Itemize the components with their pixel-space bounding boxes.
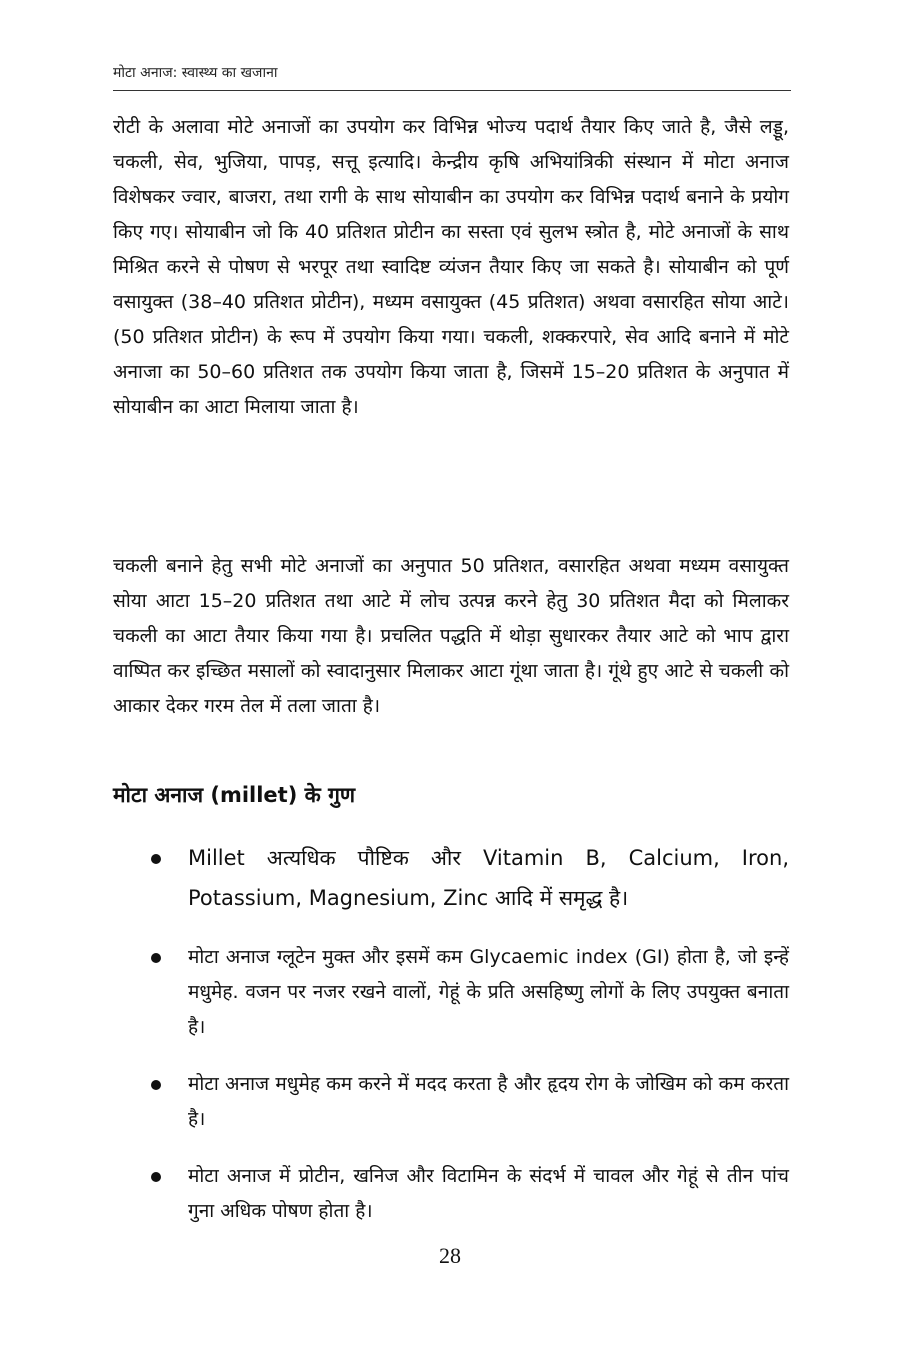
bullet-dot-icon xyxy=(151,854,161,864)
running-header-title: मोटा अनाज: स्वास्थ्य का खजाना xyxy=(113,65,278,81)
bullet-text: Millet अत्यधिक पौष्टिक और Vitamin B, Calcium, Iron, Potassium, Magnesium, Zinc आदि में समृद्ध है। xyxy=(188,846,789,910)
bullet-item xyxy=(145,1067,789,1137)
bullet-text: मोटा अनाज ग्लूटेन मुक्त और इसमें कम Glycaemic index (GI) होता है, जो इन्हें मधुमेह. वजन पर नजर रखने वालों, गेहूं के प्रति असहिष्णु लोगों के लिए उपयुक्त बनाता है। xyxy=(188,946,789,1038)
section-heading: मोटा अनाज (millet) के गुण xyxy=(113,783,356,807)
body-paragraph-1: रोटी के अलावा मोटे अनाजों का उपयोग कर विभिन्न भोज्य पदार्थ तैयार किए जाते है, जैसे लड्डू, चकली, सेव, भुजिया, पापड़, सत्तू इत्यादि। केन्द्रीय कृषि अभियांत्रिकी संस्थान में मोटा अनाज विशेषकर ज्वार, बाजरा, तथा रागी के साथ सोयाबीन का उपयोग कर विभिन्न पदार्थ बनाने के प्रयोग किए गए। सोयाबीन जो कि 40 प्रतिशत प्रोटीन का सस्ता एवं सुलभ स्त्रोत है, मोटे अनाजों के साथ मिश्रित करने से पोषण से भरपूर तथा स्वादिष्ट व्यंजन तैयार किए जा सकते है। सोयाबीन को पूर्ण वसायुक्त (38–40 प्रतिशत प्रोटीन), मध्यम वसायुक्त (45 प्रतिशत) अथवा वसारहित सोया आटे। (50 प्रतिशत प्रोटीन) के रूप में उपयोग किया गया। चकली, शक्करपारे, सेव आदि बनाने में मोटे अनाजा का 50–60 प्रतिशत तक उपयोग किया जाता है, जिसमें 15–20 प्रतिशत के अनुपात में सोयाबीन का आटा मिलाया जाता है। xyxy=(113,116,789,418)
bullet-dot-icon xyxy=(151,1172,161,1182)
bullet-item xyxy=(145,940,789,1045)
bullet-dot-icon xyxy=(151,1080,161,1090)
bullet-item xyxy=(145,1159,789,1229)
bullet-item xyxy=(145,838,789,918)
body-paragraph-2: चकली बनाने हेतु सभी मोटे अनाजों का अनुपात 50 प्रतिशत, वसारहित अथवा मध्यम वसायुक्त सोया आटा 15–20 प्रतिशत तथा आटे में लोच उत्पन्न करने हेतु 30 प्रतिशत मैदा को मिलाकर चकली का आटा तैयार किया गया है। प्रचलित पद्धति में थोड़ा सुधारकर तैयार आटे को भाप द्वारा वाष्पित कर इच्छित मसालों को स्वादानुसार मिलाकर आटा गूंथा जाता है। गूंथे हुए आटे से चकली को आकार देकर गरम तेल में तला जाता है। xyxy=(113,555,789,717)
bullet-dot-icon xyxy=(151,953,161,963)
bullet-text: मोटा अनाज मधुमेह कम करने में मदद करता है और हृदय रोग के जोखिम को कम करता है। xyxy=(188,1073,789,1130)
page-number: 28 xyxy=(439,1243,461,1268)
properties-bullet-list xyxy=(145,838,789,1251)
header-divider xyxy=(113,90,791,91)
bullet-text: मोटा अनाज में प्रोटीन, खनिज और विटामिन के संदर्भ में चावल और गेहूं से तीन पांच गुना अधिक पोषण होता है। xyxy=(188,1165,789,1222)
